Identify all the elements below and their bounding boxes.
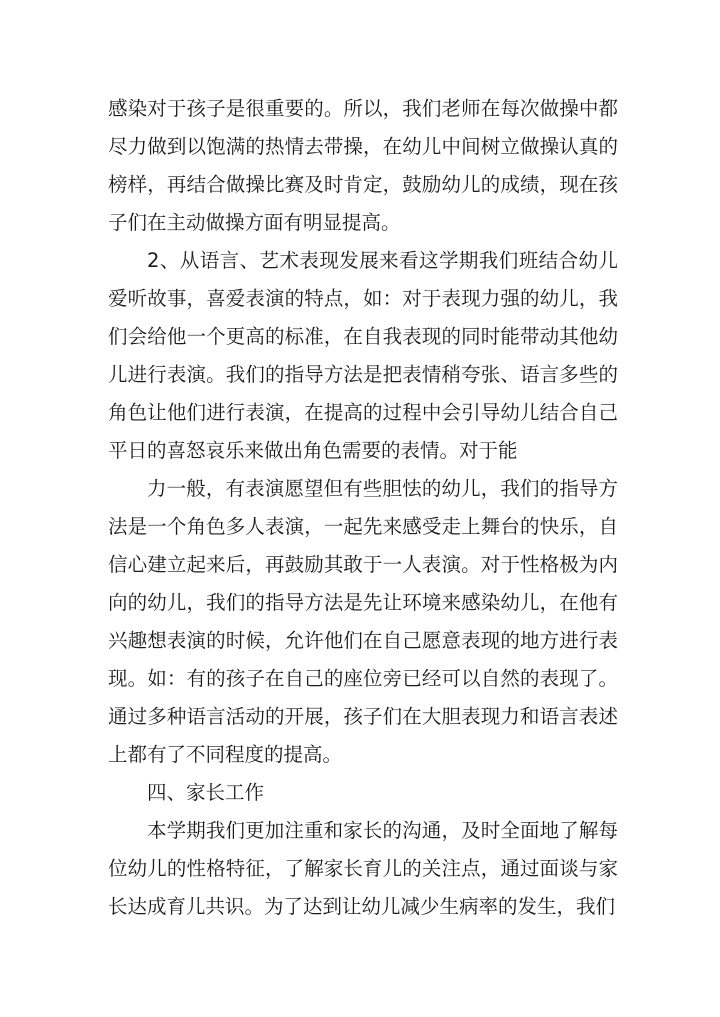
document-body (108, 90, 618, 926)
section-heading-parent-work: 四、家长工作 (147, 781, 265, 804)
paragraph-performance-guidance: 力一般，有表演愿望但有些胆怯的幼儿，我们的指导方法是一个角色多人表演，一起先来感受走上舞台的快乐，自信心建立起来后，再鼓励其敢于一人表演。对于性格极为内向的幼儿，我们的指导方法是先让环境来感染幼儿，在他有兴趣想表演的时候，允许他们在自己愿意表现的地方进行表现。如：有的孩子在自己的座位旁已经可以自然的表现了。通过多种语言活动的开展，孩子们在大胆表现力和语言表述上都有了不同程度的提高。 (108, 477, 618, 766)
paragraph-continuation-exercise: 感染对于孩子是很重要的。所以，我们老师在每次做操中都尽力做到以饱满的热情去带操，在幼儿中间树立做操认真的榜样，再结合做操比赛及时肯定，鼓励幼儿的成绩，现在孩子们在主动做操方面有明显提高。 (108, 97, 618, 234)
paragraph-language-art-expression: 2、从语言、艺术表现发展来看这学期我们班结合幼儿爱听故事，喜爱表演的特点，如：对于表现力强的幼儿，我们会给他一个更高的标准，在自我表现的同时能带动其他幼儿进行表演。我们的指导方法是把表情稍夸张、语言多些的角色让他们进行表演，在提高的过程中会引导幼儿结合自己平日的喜怒哀乐来做出角色需要的表情。对于能 (108, 249, 618, 462)
paragraph-parent-communication: 本学期我们更加注重和家长的沟通，及时全面地了解每位幼儿的性格特征，了解家长育儿的关注点，通过面谈与家长达成育儿共识。为了达到让幼儿减少生病率的发生，我们 (108, 819, 618, 918)
